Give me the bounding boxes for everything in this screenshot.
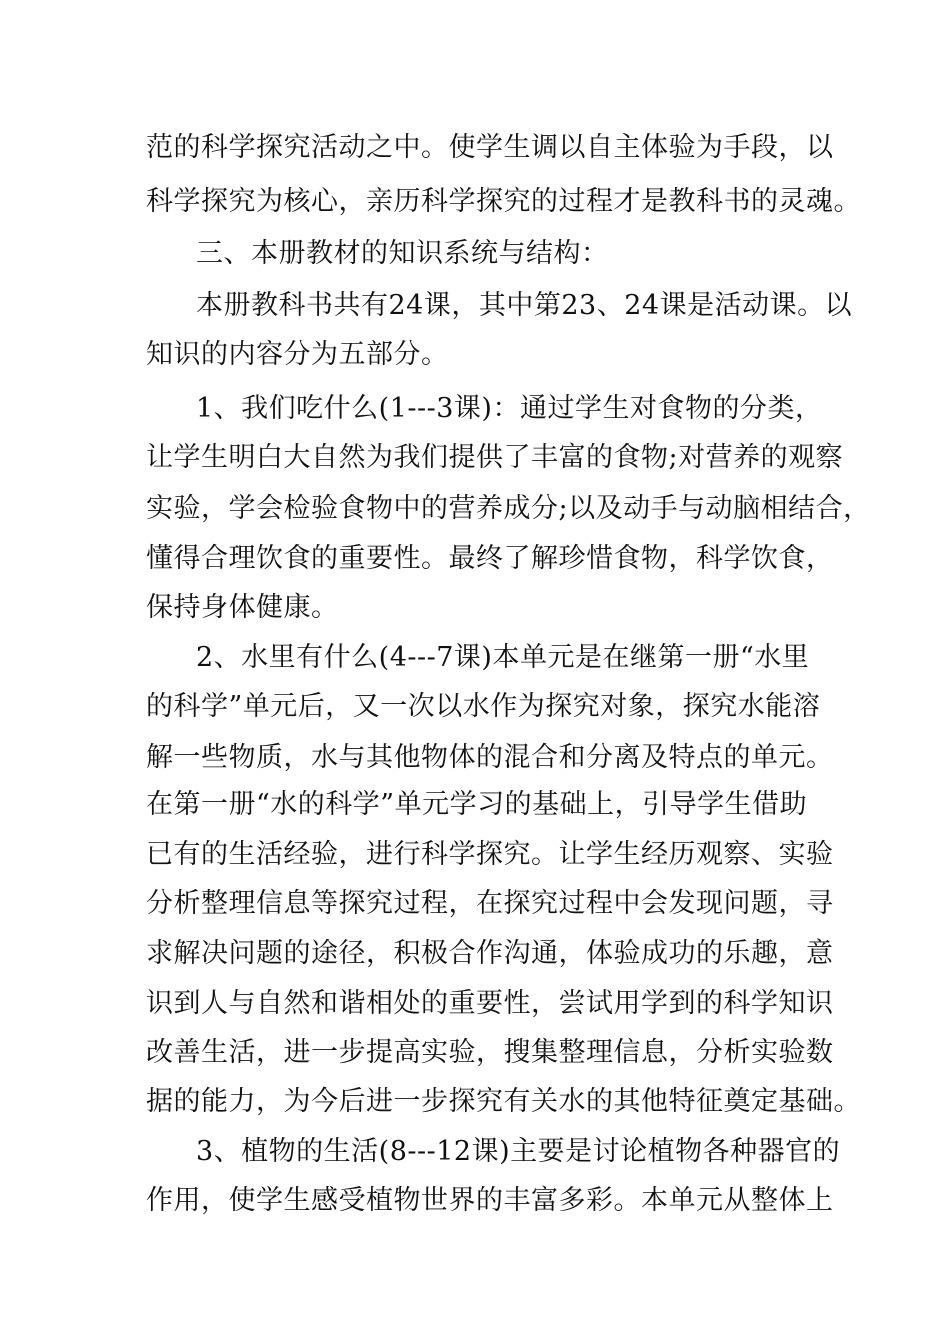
text-line: 据的能力，为今后进一步探究有关水的其他特征奠定基础。 [146,1086,861,1117]
text-line: 1、我们吃什么(1---3课)：通过学生对食物的分类， [196,393,823,424]
text-line: 改善生活，进一步提高实验，搜集整理信息，分析实验数 [146,1037,834,1068]
text-line: 在第一册“水的科学”单元学习的基础上，引导学生借助 [146,789,808,820]
text-line: 作用，使学生感受植物世界的丰富多彩。本单元从整体上 [146,1185,834,1216]
text-line: 范的科学探究活动之中。使学生调以自主体验为手段，以 [146,132,834,163]
text-line: 求解决问题的途径，积极合作沟通，体验成功的乐趣，意 [146,938,834,969]
text-line: 懂得合理饮食的重要性。最终了解珍惜食物，科学饮食， [146,543,834,574]
section-heading: 三、本册教材的知识系统与结构： [196,238,609,269]
text-line: 科学探究为核心，亲历科学探究的过程才是教科书的灵魂。 [146,186,861,217]
text-line: 已有的生活经验，进行科学探究。让学生经历观察、实验 [146,839,834,870]
text-line: 的科学”单元后，又一次以水作为探究对象，探究水能溶 [146,691,821,722]
text-line: 知识的内容分为五部分。 [146,339,449,370]
text-line: 3、植物的生活(8---12课)主要是讨论植物各种器官的 [196,1136,841,1167]
text-line: 解一些物质，水与其他物体的混合和分离及特点的单元。 [146,742,834,773]
text-line: 2、水里有什么(4---7课)本单元是在继第一册“水里 [196,642,810,673]
text-line: 让学生明白大自然为我们提供了丰富的食物;对营养的观察 [146,442,844,473]
text-line: 保持身体健康。 [146,592,339,623]
text-line: 实验，学会检验食物中的营养成分;以及动手与动脑相结合， [146,493,871,524]
text-line: 分析整理信息等探究过程，在探究过程中会发现问题，寻 [146,888,834,919]
text-line: 识到人与自然和谐相处的重要性，尝试用学到的科学知识 [146,988,834,1019]
text-line: 本册教科书共有24课，其中第23、24课是活动课。以 [196,290,853,321]
